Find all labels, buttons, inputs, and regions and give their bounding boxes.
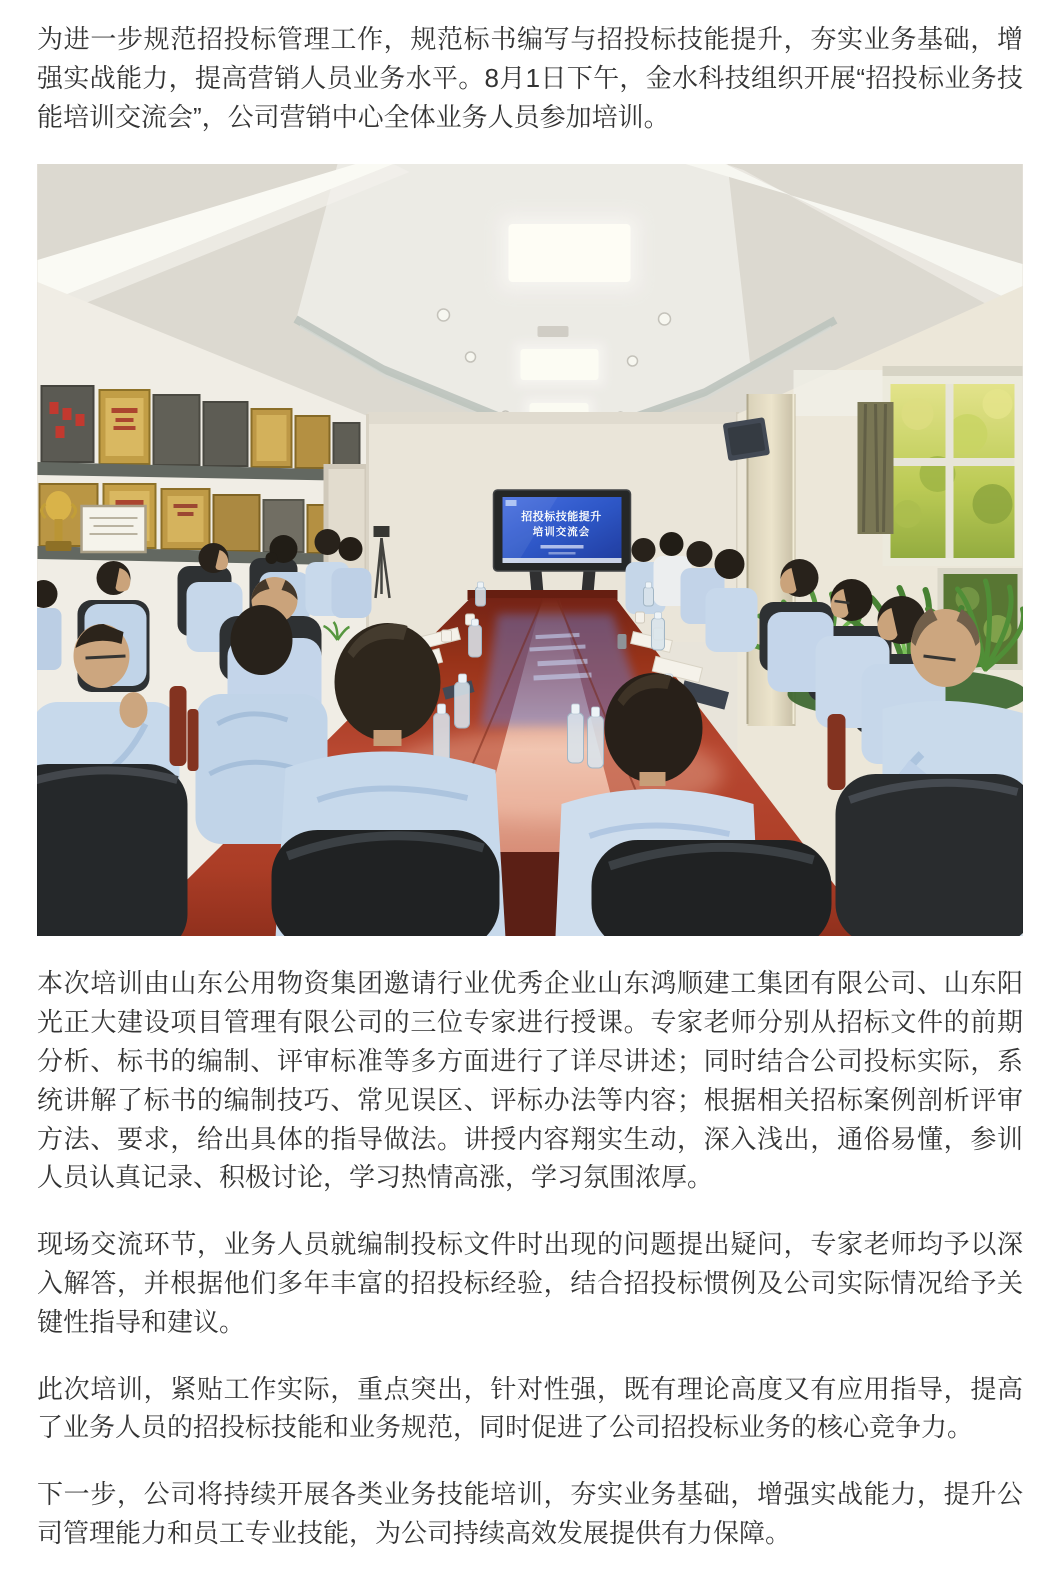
paragraph-1: 为进一步规范招投标管理工作，规范标书编写与招投标技能提升，夯实业务基础，增强实战能力，提高营销人员业务水平。8月1日下午，金水科技组织开展“招投标业务技能培训交流会”，公司营销中心全体业务人员参加培训。: [37, 24, 1023, 132]
paragraph-3: 现场交流环节，业务人员就编制投标文件时出现的问题提出疑问，专家老师均予以深入解答，并根据他们多年丰富的招投标经验，结合招投标惯例及公司实际情况给予关键性指导和建议。: [37, 1229, 1023, 1337]
slide-title-line2: 培训交流会: [532, 526, 591, 539]
paragraph-5: 下一步，公司将持续开展各类业务技能培训，夯实业务基础，增强实战能力，提升公司管理能力和员工专业技能，为公司持续高效发展提供有力保障。: [37, 1479, 1023, 1548]
paragraph-2: 本次培训由山东公用物资集团邀请行业优秀企业山东鸿顺建工集团有限公司、山东阳光正大建设项目管理有限公司的三位专家进行授课。专家老师分别从招标文件的前期分析、标书的编制、评审标准等多方面进行了详尽讲述；同时结合公司投标实际，系统讲解了标书的编制技巧、常见误区、评标办法等内容；根据相关招标案例剖析评审方法、要求，给出具体的指导做法。讲授内容翔实生动，深入浅出，通俗易懂，参训人员认真记录、积极讨论，学习热情高涨，学习氛围浓厚。: [37, 968, 1023, 1193]
slide-title-line1: 招投标技能提升: [521, 511, 602, 524]
photo-tone-overlay: [38, 164, 1023, 936]
meeting-photo: [37, 164, 1023, 936]
paragraph-4: 此次培训，紧贴工作实际，重点突出，针对性强，既有理论高度又有应用指导，提高了业务人员的招投标技能和业务规范，同时促进了公司招投标业务的核心竞争力。: [37, 1373, 1023, 1443]
